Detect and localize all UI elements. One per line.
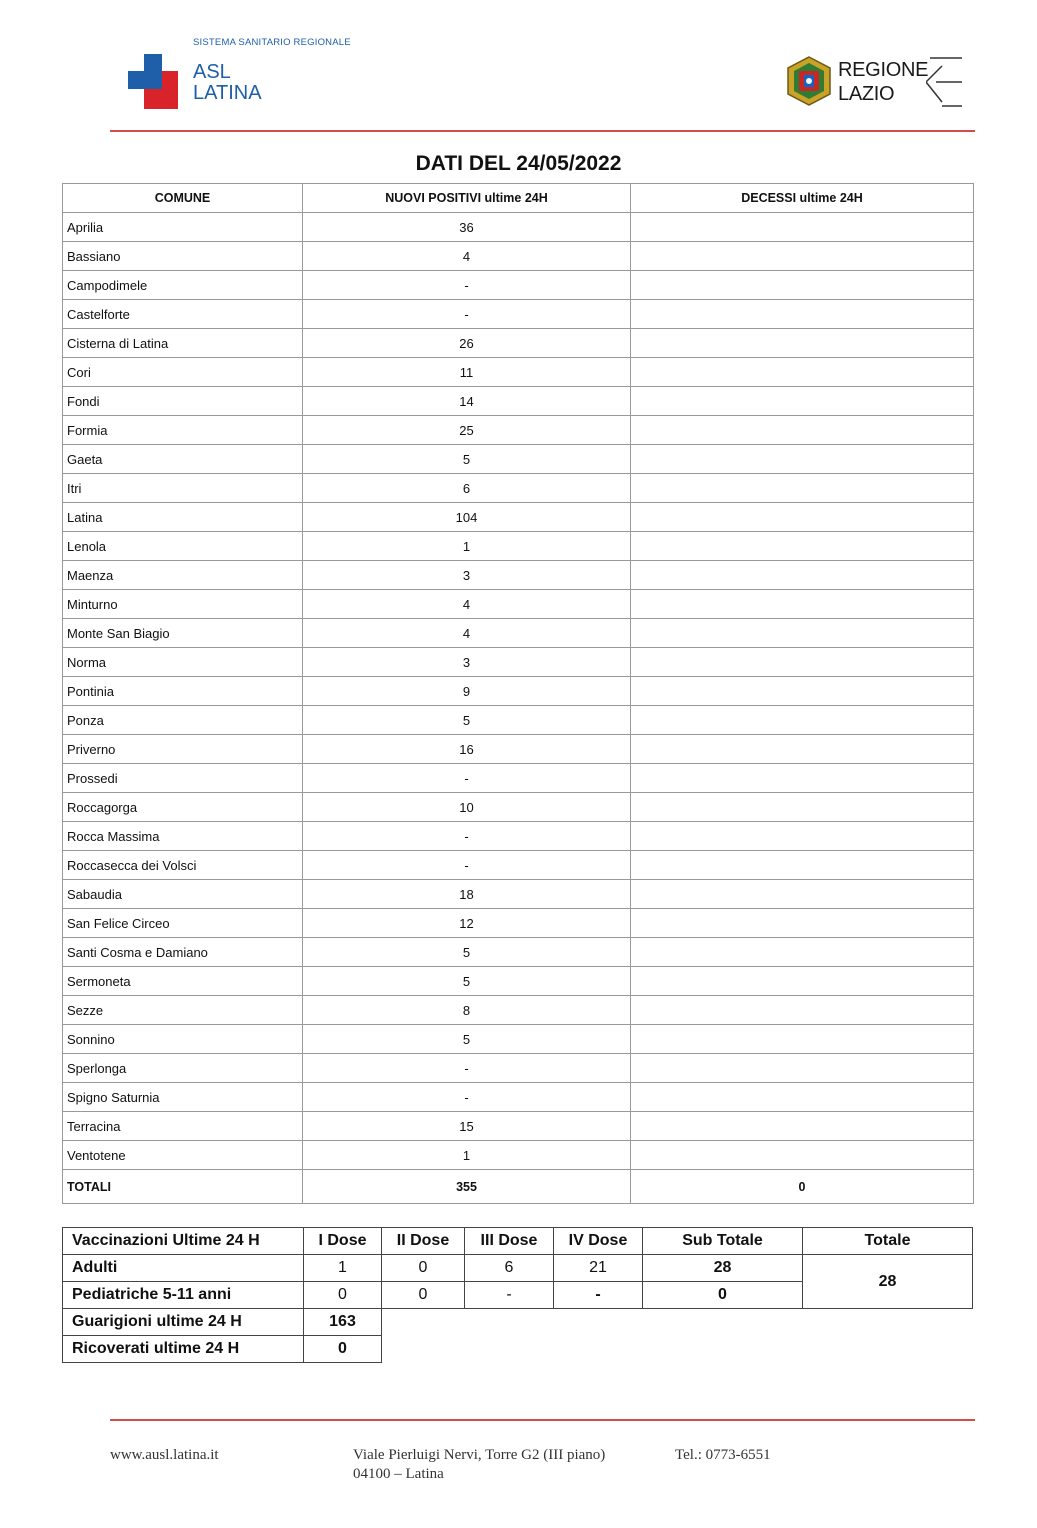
vax-totale: 28 [803, 1255, 973, 1309]
decessi-cell [631, 735, 974, 764]
comune-cell: Roccasecca dei Volsci [63, 851, 303, 880]
positivi-cell: 25 [303, 416, 631, 445]
comune-cell: Fondi [63, 387, 303, 416]
comune-cell: Bassiano [63, 242, 303, 271]
decessi-cell [631, 300, 974, 329]
table-row [63, 880, 974, 909]
positivi-cell: 8 [303, 996, 631, 1025]
decessi-cell [631, 561, 974, 590]
table-row [63, 445, 974, 474]
asl-name-line2: LATINA [193, 82, 262, 104]
positivi-cell: 5 [303, 445, 631, 474]
comune-cell: Gaeta [63, 445, 303, 474]
vax-adulti-dose2: 0 [382, 1255, 465, 1282]
decessi-cell [631, 909, 974, 938]
lazio-name-line2: LAZIO [838, 83, 895, 105]
footer-phone: Tel.: 0773-6551 [675, 1447, 771, 1463]
vax-pediatriche-label: Pediatriche 5-11 anni [63, 1282, 304, 1309]
vax-adulti-subtotale: 28 [643, 1255, 803, 1282]
table-header-row [63, 184, 974, 213]
table-row [63, 1083, 974, 1112]
decessi-cell [631, 590, 974, 619]
footer-address-line2: 04100 – Latina [353, 1466, 444, 1482]
comune-cell: Sonnino [63, 1025, 303, 1054]
asl-name-line1: ASL [193, 61, 231, 83]
positivi-cell: - [303, 271, 631, 300]
table-row [63, 793, 974, 822]
table-row [63, 851, 974, 880]
asl-latina-logo [128, 36, 388, 116]
comune-cell: Terracina [63, 1112, 303, 1141]
positivi-cell: 1 [303, 532, 631, 561]
comune-cell: Norma [63, 648, 303, 677]
positivi-cell: - [303, 851, 631, 880]
positivi-cell: 14 [303, 387, 631, 416]
vax-header-dose4: IV Dose [554, 1228, 643, 1255]
decessi-cell [631, 1025, 974, 1054]
vax-header-totale: Totale [803, 1228, 973, 1255]
decessi-cell [631, 503, 974, 532]
positivi-cell: 5 [303, 938, 631, 967]
decessi-cell [631, 532, 974, 561]
comune-cell: Ventotene [63, 1141, 303, 1170]
table-row [63, 300, 974, 329]
decessi-cell [631, 213, 974, 242]
table-row [63, 706, 974, 735]
decessi-cell [631, 793, 974, 822]
decessi-cell [631, 880, 974, 909]
totals-label: TOTALI [63, 1170, 303, 1204]
decessi-cell [631, 1083, 974, 1112]
table-row [63, 590, 974, 619]
comune-cell: Roccagorga [63, 793, 303, 822]
comune-cell: Ponza [63, 706, 303, 735]
positivi-table [62, 183, 974, 1204]
comune-cell: San Felice Circeo [63, 909, 303, 938]
comune-cell: Prossedi [63, 764, 303, 793]
positivi-cell: 18 [303, 880, 631, 909]
table-row [63, 1112, 974, 1141]
comune-cell: Rocca Massima [63, 822, 303, 851]
decessi-cell [631, 648, 974, 677]
decessi-cell [631, 764, 974, 793]
vax-header-dose1: I Dose [304, 1228, 382, 1255]
positivi-cell: 36 [303, 213, 631, 242]
decessi-cell [631, 706, 974, 735]
footer-divider [110, 1419, 975, 1421]
table-row [63, 1025, 974, 1054]
positivi-cell: - [303, 764, 631, 793]
comune-cell: Cisterna di Latina [63, 329, 303, 358]
lazio-emblem-icon [786, 56, 832, 106]
positivi-cell: 6 [303, 474, 631, 503]
comune-cell: Santi Cosma e Damiano [63, 938, 303, 967]
decessi-cell [631, 677, 974, 706]
guarigioni-label: Guarigioni ultime 24 H [63, 1309, 304, 1336]
vax-adulti-dose1: 1 [304, 1255, 382, 1282]
positivi-cell: 15 [303, 1112, 631, 1141]
totals-positivi: 355 [303, 1170, 631, 1204]
decessi-cell [631, 474, 974, 503]
decessi-cell [631, 619, 974, 648]
vax-pediatriche-dose4: - [554, 1282, 643, 1309]
decessi-cell [631, 358, 974, 387]
decessi-cell [631, 996, 974, 1025]
comune-cell: Itri [63, 474, 303, 503]
positivi-cell: 4 [303, 619, 631, 648]
positivi-cell: 5 [303, 706, 631, 735]
vax-header-label: Vaccinazioni Ultime 24 H [63, 1228, 304, 1255]
col-header-decessi: DECESSI ultime 24H [631, 184, 974, 213]
table-row [63, 387, 974, 416]
positivi-cell: 5 [303, 967, 631, 996]
vax-row-adulti [63, 1255, 973, 1282]
table-row [63, 619, 974, 648]
positivi-cell: 5 [303, 1025, 631, 1054]
decessi-cell [631, 822, 974, 851]
ricoverati-label: Ricoverati ultime 24 H [63, 1336, 304, 1363]
comune-cell: Sezze [63, 996, 303, 1025]
table-row [63, 1141, 974, 1170]
page-title: DATI DEL 24/05/2022 [415, 152, 622, 175]
table-row [63, 764, 974, 793]
vax-pediatriche-dose3: - [465, 1282, 554, 1309]
table-row [63, 503, 974, 532]
table-row [63, 909, 974, 938]
table-row [63, 648, 974, 677]
guarigioni-row [63, 1309, 973, 1336]
table-row [63, 822, 974, 851]
footer-address-line1: Viale Pierluigi Nervi, Torre G2 (III piano) [353, 1447, 606, 1463]
decessi-cell [631, 1112, 974, 1141]
comune-cell: Monte San Biagio [63, 619, 303, 648]
comune-cell: Priverno [63, 735, 303, 764]
comune-cell: Maenza [63, 561, 303, 590]
decessi-cell [631, 387, 974, 416]
footer-address [353, 1446, 605, 1484]
positivi-cell: 12 [303, 909, 631, 938]
table-row [63, 1054, 974, 1083]
positivi-cell: - [303, 300, 631, 329]
vax-header-subtotale: Sub Totale [643, 1228, 803, 1255]
vax-adulti-dose4: 21 [554, 1255, 643, 1282]
table-row [63, 996, 974, 1025]
vax-header-row [63, 1228, 973, 1255]
comune-cell: Sperlonga [63, 1054, 303, 1083]
positivi-cell: 104 [303, 503, 631, 532]
vax-pediatriche-dose2: 0 [382, 1282, 465, 1309]
vax-adulti-label: Adulti [63, 1255, 304, 1282]
table-row [63, 967, 974, 996]
header-divider [110, 130, 975, 132]
table-row [63, 474, 974, 503]
table-row [63, 329, 974, 358]
decessi-cell [631, 851, 974, 880]
positivi-cell: 3 [303, 561, 631, 590]
lazio-name-line1: REGIONE [838, 59, 929, 81]
positivi-cell: 26 [303, 329, 631, 358]
positivi-cell: 9 [303, 677, 631, 706]
table-row [63, 213, 974, 242]
vax-adulti-dose3: 6 [465, 1255, 554, 1282]
decessi-cell [631, 329, 974, 358]
totals-row [63, 1170, 974, 1204]
table-row [63, 416, 974, 445]
table-row [63, 561, 974, 590]
comune-cell: Spigno Saturnia [63, 1083, 303, 1112]
table-row [63, 271, 974, 300]
positivi-cell: 3 [303, 648, 631, 677]
regione-lazio-logo [786, 54, 966, 110]
positivi-cell: 11 [303, 358, 631, 387]
positivi-cell: 4 [303, 590, 631, 619]
table-row [63, 242, 974, 271]
cross-blue-arm [128, 71, 144, 89]
decessi-cell [631, 416, 974, 445]
comune-cell: Lenola [63, 532, 303, 561]
decessi-cell [631, 1054, 974, 1083]
lazio-chevron-icon [926, 56, 964, 108]
comune-cell: Minturno [63, 590, 303, 619]
decessi-cell [631, 938, 974, 967]
comune-cell: Pontinia [63, 677, 303, 706]
table-row [63, 735, 974, 764]
vax-pediatriche-dose1: 0 [304, 1282, 382, 1309]
col-header-comune: COMUNE [63, 184, 303, 213]
col-header-positivi: NUOVI POSITIVI ultime 24H [303, 184, 631, 213]
comune-cell: Latina [63, 503, 303, 532]
table-row [63, 532, 974, 561]
comune-cell: Sabaudia [63, 880, 303, 909]
decessi-cell [631, 242, 974, 271]
vaccinazioni-table [62, 1227, 973, 1363]
totals-decessi: 0 [631, 1170, 974, 1204]
positivi-cell: 10 [303, 793, 631, 822]
vax-pediatriche-subtotale: 0 [643, 1282, 803, 1309]
comune-cell: Cori [63, 358, 303, 387]
guarigioni-value: 163 [304, 1309, 382, 1336]
ricoverati-row [63, 1336, 973, 1363]
decessi-cell [631, 967, 974, 996]
cross-blue-part [144, 54, 162, 89]
ricoverati-value: 0 [304, 1336, 382, 1363]
positivi-cell: 16 [303, 735, 631, 764]
vax-header-dose3: III Dose [465, 1228, 554, 1255]
decessi-cell [631, 445, 974, 474]
positivi-cell: - [303, 1083, 631, 1112]
vax-header-dose2: II Dose [382, 1228, 465, 1255]
asl-sistema-label: SISTEMA SANITARIO REGIONALE [193, 37, 351, 48]
asl-name [193, 62, 262, 104]
positivi-cell: 4 [303, 242, 631, 271]
comune-cell: Aprilia [63, 213, 303, 242]
comune-cell: Formia [63, 416, 303, 445]
table-row [63, 677, 974, 706]
decessi-cell [631, 1141, 974, 1170]
table-row [63, 938, 974, 967]
comune-cell: Castelforte [63, 300, 303, 329]
lazio-name [838, 58, 928, 106]
comune-cell: Sermoneta [63, 967, 303, 996]
positivi-cell: 1 [303, 1141, 631, 1170]
table-row [63, 358, 974, 387]
positivi-cell: - [303, 822, 631, 851]
decessi-cell [631, 271, 974, 300]
footer-website[interactable]: www.ausl.latina.it [110, 1447, 219, 1463]
positivi-cell: - [303, 1054, 631, 1083]
comune-cell: Campodimele [63, 271, 303, 300]
